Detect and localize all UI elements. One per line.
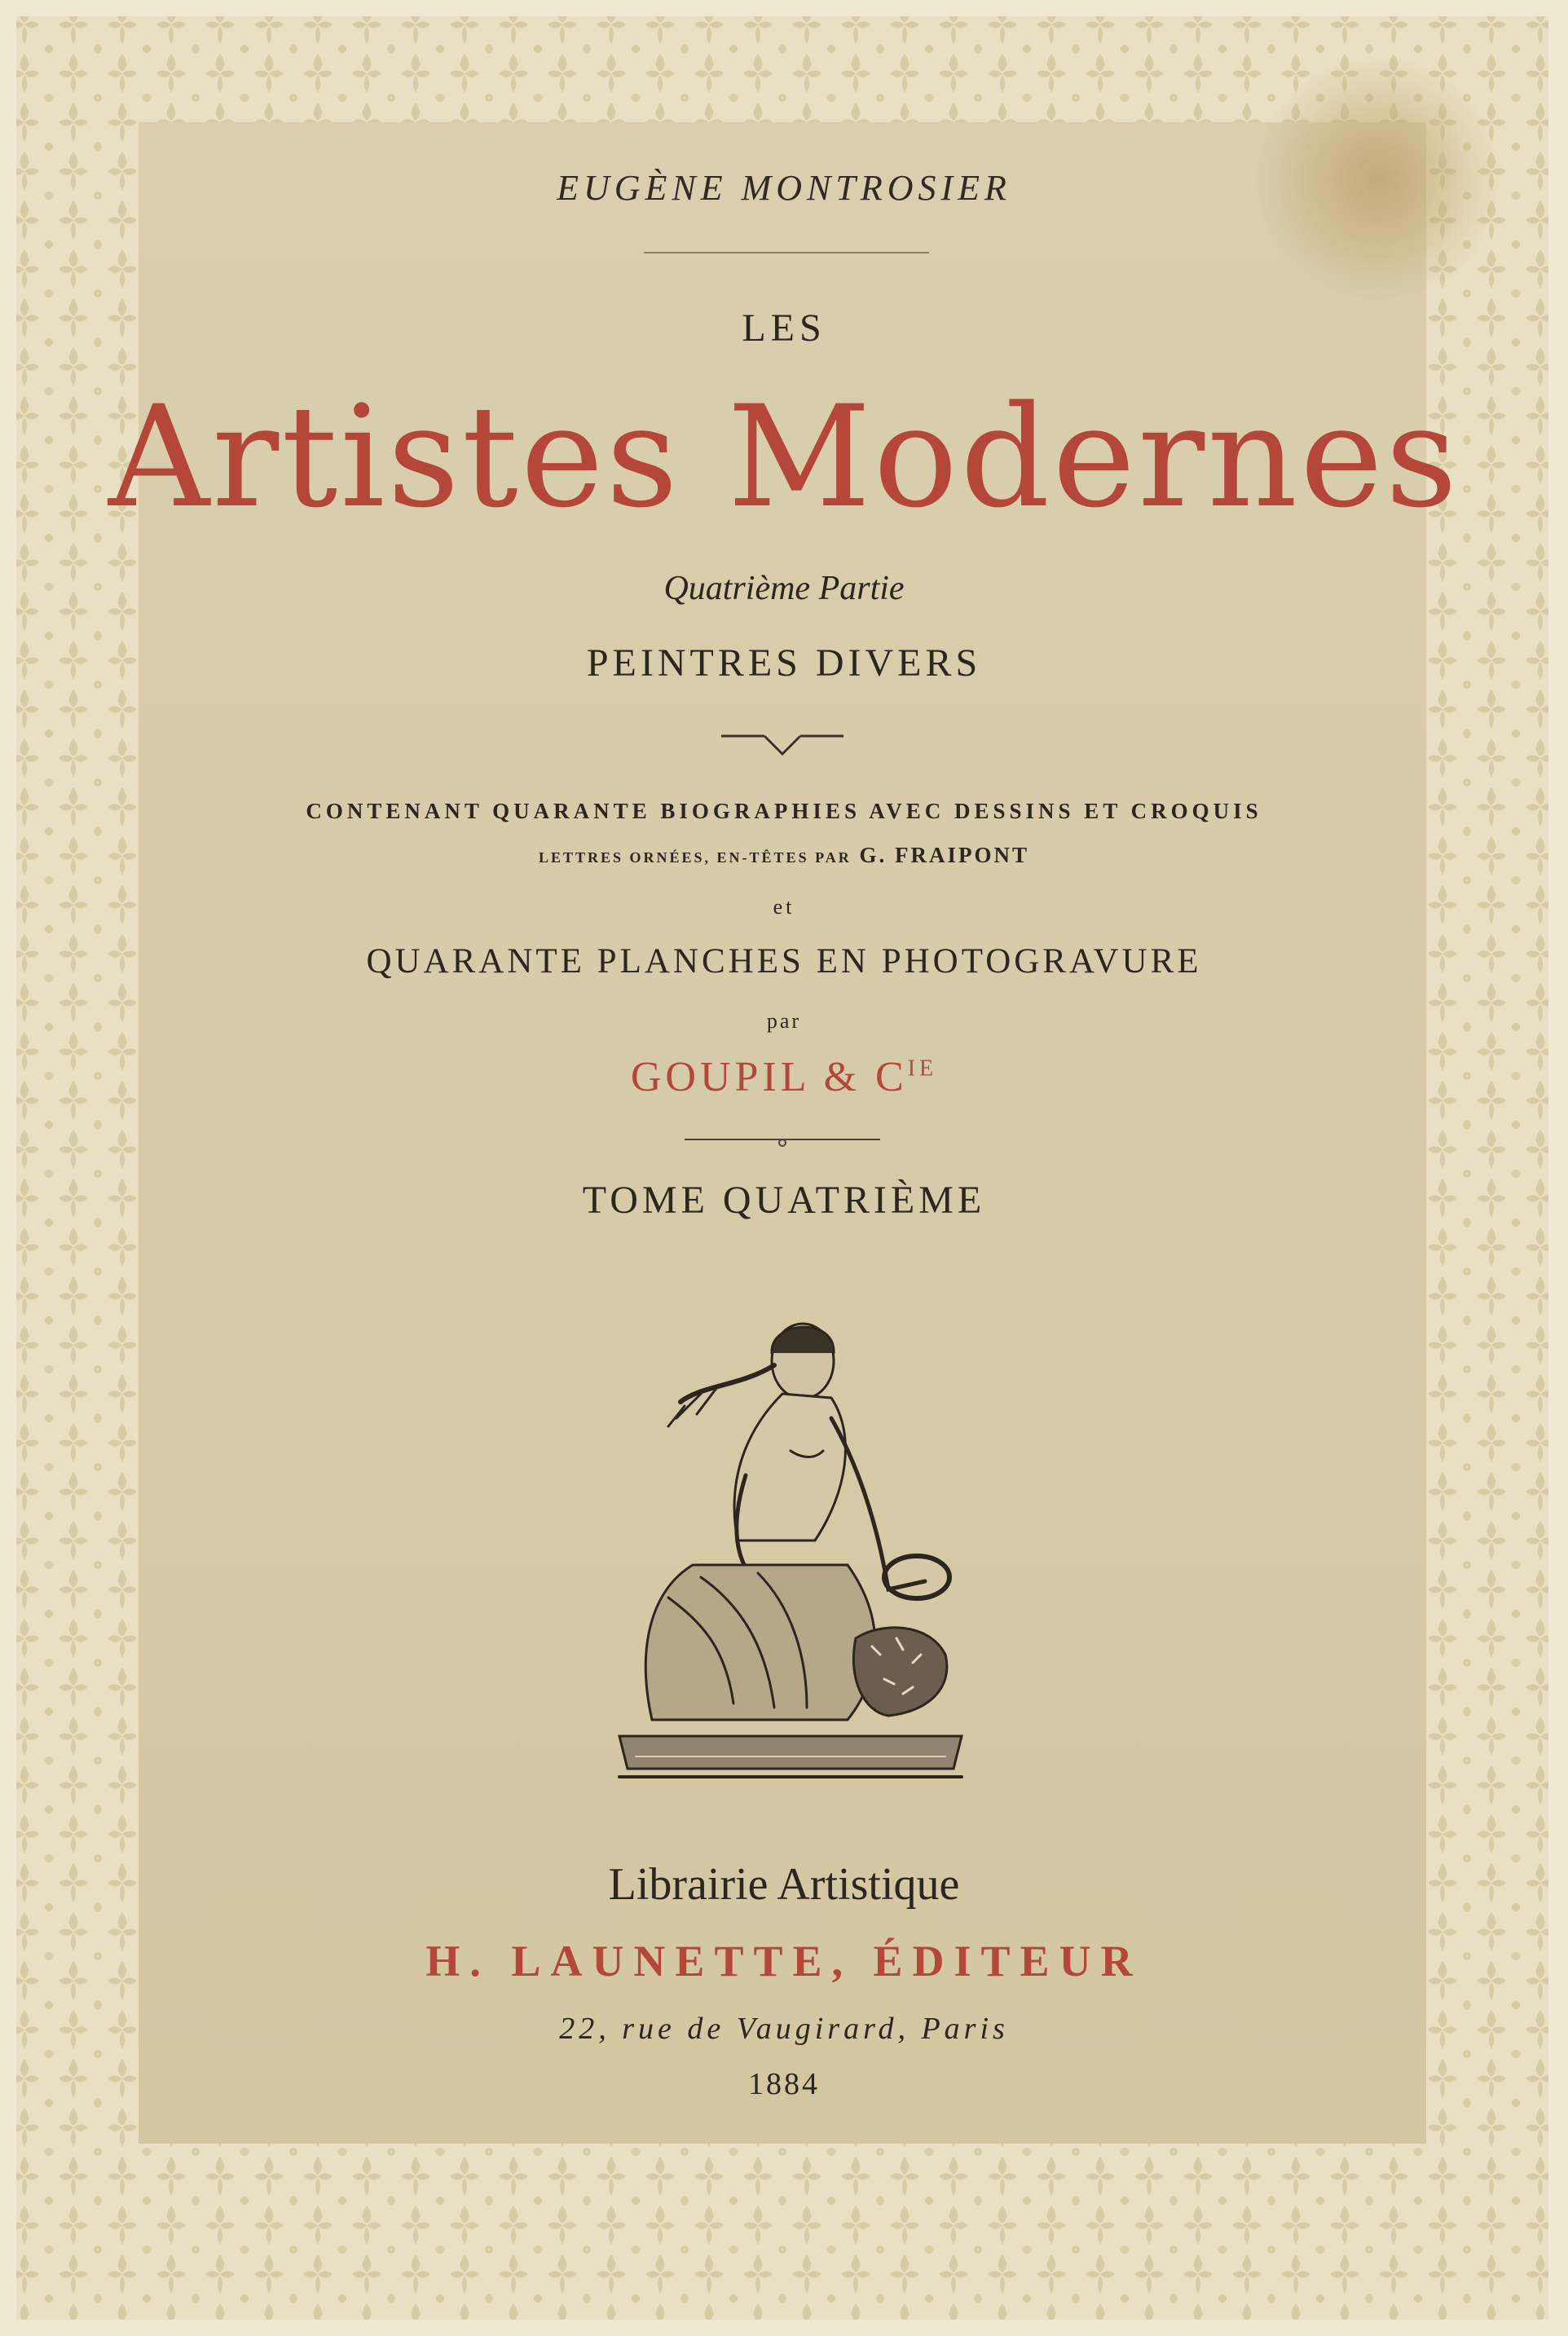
author-name: EUGÈNE MONTROSIER bbox=[557, 168, 1011, 208]
engraver-superscript: IE bbox=[907, 1056, 938, 1082]
engraver-name bbox=[0, 1053, 1568, 1101]
ornaments-prefix: LETTRES ORNÉES, EN-TÊTES PAR bbox=[538, 849, 852, 866]
ornaments-credit bbox=[0, 843, 1568, 868]
conjunction-et: et bbox=[773, 895, 795, 919]
ornaments-artist: G. FRAIPONT bbox=[859, 843, 1029, 867]
publisher-address: 22, rue de Vaugirard, Paris bbox=[559, 2012, 1009, 2046]
preposition-par: par bbox=[766, 1009, 802, 1033]
publication-year: 1884 bbox=[748, 2067, 820, 2101]
contents-line: CONTENANT QUARANTE BIOGRAPHIES AVEC DESSINS ET CROQUIS bbox=[306, 799, 1262, 823]
publisher-name: H. LAUNETTE, ÉDITEUR bbox=[425, 1937, 1143, 1986]
short-rule-icon bbox=[636, 245, 937, 261]
engraver-text: GOUPIL & C bbox=[630, 1054, 908, 1100]
subject-heading: PEINTRES DIVERS bbox=[586, 641, 982, 685]
title-article: LES bbox=[742, 306, 826, 350]
publisher-house: Librairie Artistique bbox=[608, 1859, 960, 1910]
seated-woman-engraving-icon bbox=[603, 1296, 978, 1793]
volume-label: TOME QUATRIÈME bbox=[582, 1179, 986, 1222]
small-ornament-rule-icon bbox=[680, 1133, 884, 1149]
part-label: Quatrième Partie bbox=[663, 570, 905, 607]
plates-line: QUARANTE PLANCHES EN PHOTOGRAVURE bbox=[366, 942, 1202, 981]
book-title: Artistes Modernes bbox=[108, 375, 1460, 539]
ornamental-rule-icon bbox=[717, 729, 848, 762]
